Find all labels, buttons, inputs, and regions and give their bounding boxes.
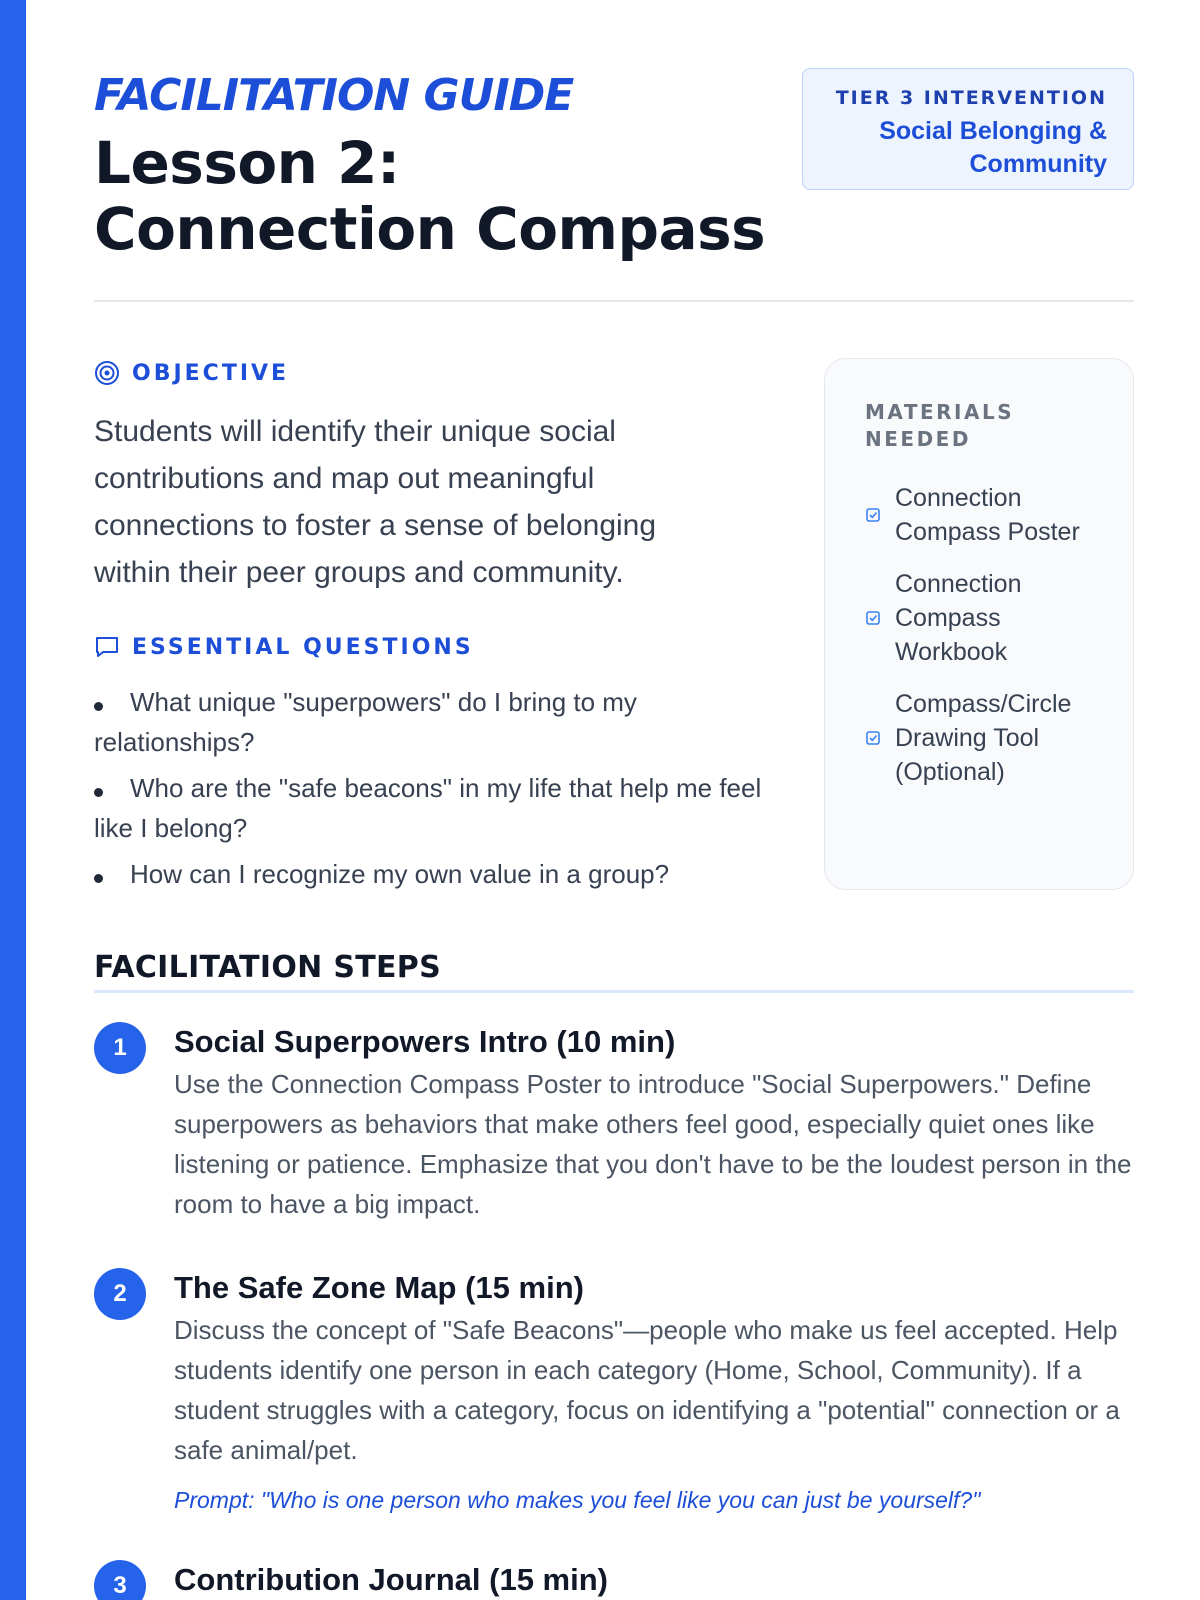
step-description: Use the Connection Compass Poster to introduce "Social Superpowers." Define superpowers as behaviors that make others feel good, especially quiet ones like listening or patience. Emphasize that you don't have to be the loudest person in the room to have a big impact. [174,1069,1132,1219]
facilitation-guide-page [94,0,1134,1600]
checkbox-icon [865,610,881,626]
materials-title-line: NEEDED [865,427,971,451]
essential-questions-label: ESSENTIAL QUESTIONS [132,634,474,660]
target-icon [94,360,120,386]
step-title: The Safe Zone Map (15 min) [174,1270,584,1305]
material-text [895,687,1071,789]
lesson-title: Lesson 2: Connection Compass [94,129,766,263]
material-line: Connection [895,484,1022,512]
speech-bubble-icon [94,634,120,660]
objective-text: Students will identify their unique social contributions and map out meaningful connections to foster a sense of belonging within their peer groups and community. [94,415,657,589]
tier-badge [802,68,1134,190]
list-item [865,567,1093,669]
step-title: Social Superpowers Intro (10 min) [174,1024,676,1059]
materials-list [865,481,1093,789]
question-text: Who are the "safe beacons" in my life that help me feel like I belong? [94,773,762,843]
question-text: What unique "superpowers" do I bring to my relationships? [94,687,637,757]
materials-title [865,399,1093,453]
material-line: Compass/Circle [895,690,1072,718]
material-line: Compass [895,604,1001,632]
tier-topic-line: Community [969,150,1107,178]
step-body [174,1268,1134,1516]
material-line: (Optional) [895,758,1005,786]
left-accent-bar [0,0,26,1600]
list-item [94,768,774,848]
step-body [174,1022,1134,1224]
material-line: Connection [895,570,1022,598]
list-item [865,481,1093,549]
steps-title: FACILITATION STEPS [94,950,441,985]
step-body [174,1560,1134,1600]
step-number-badge: 2 [94,1268,146,1320]
step-description: Discuss the concept of "Safe Beacons"—people who make us feel accepted. Help students identify one person in each category (Home, School, Community). If a student struggles with a category, focus on identifying a "potential" connection or a safe animal/pet. [174,1315,1120,1465]
step-prompt: Prompt: "Who is one person who makes you feel like you can just be yourself?" [174,1487,981,1513]
essential-questions-heading [94,634,474,660]
tier-topic-line: Social Belonging & [879,117,1107,145]
material-line: Workbook [895,638,1008,666]
header-divider [94,300,1134,302]
step-number-badge: 1 [94,1022,146,1074]
objective-label: OBJECTIVE [132,360,290,386]
material-line: Compass Poster [895,518,1080,546]
guide-header [94,64,1134,274]
materials-title-line: MATERIALS [865,400,1015,424]
list-item [94,682,774,762]
materials-card [824,358,1134,890]
list-item [94,854,774,894]
checkbox-icon [865,507,881,523]
step-number-badge: 3 [94,1560,146,1600]
objective-heading [94,360,289,386]
material-text [895,481,1080,549]
guide-label: FACILITATION GUIDE [94,70,574,121]
question-text: How can I recognize my own value in a group? [130,859,670,889]
steps-divider [94,990,1134,993]
essential-questions-list [94,682,774,900]
material-line: Drawing Tool [895,724,1040,752]
checkbox-icon [865,730,881,746]
tier-label: TIER 3 INTERVENTION [835,87,1107,109]
material-text [895,567,1021,669]
list-item [865,687,1093,789]
tier-topic [803,115,1107,181]
step-title: Contribution Journal (15 min) [174,1562,608,1597]
